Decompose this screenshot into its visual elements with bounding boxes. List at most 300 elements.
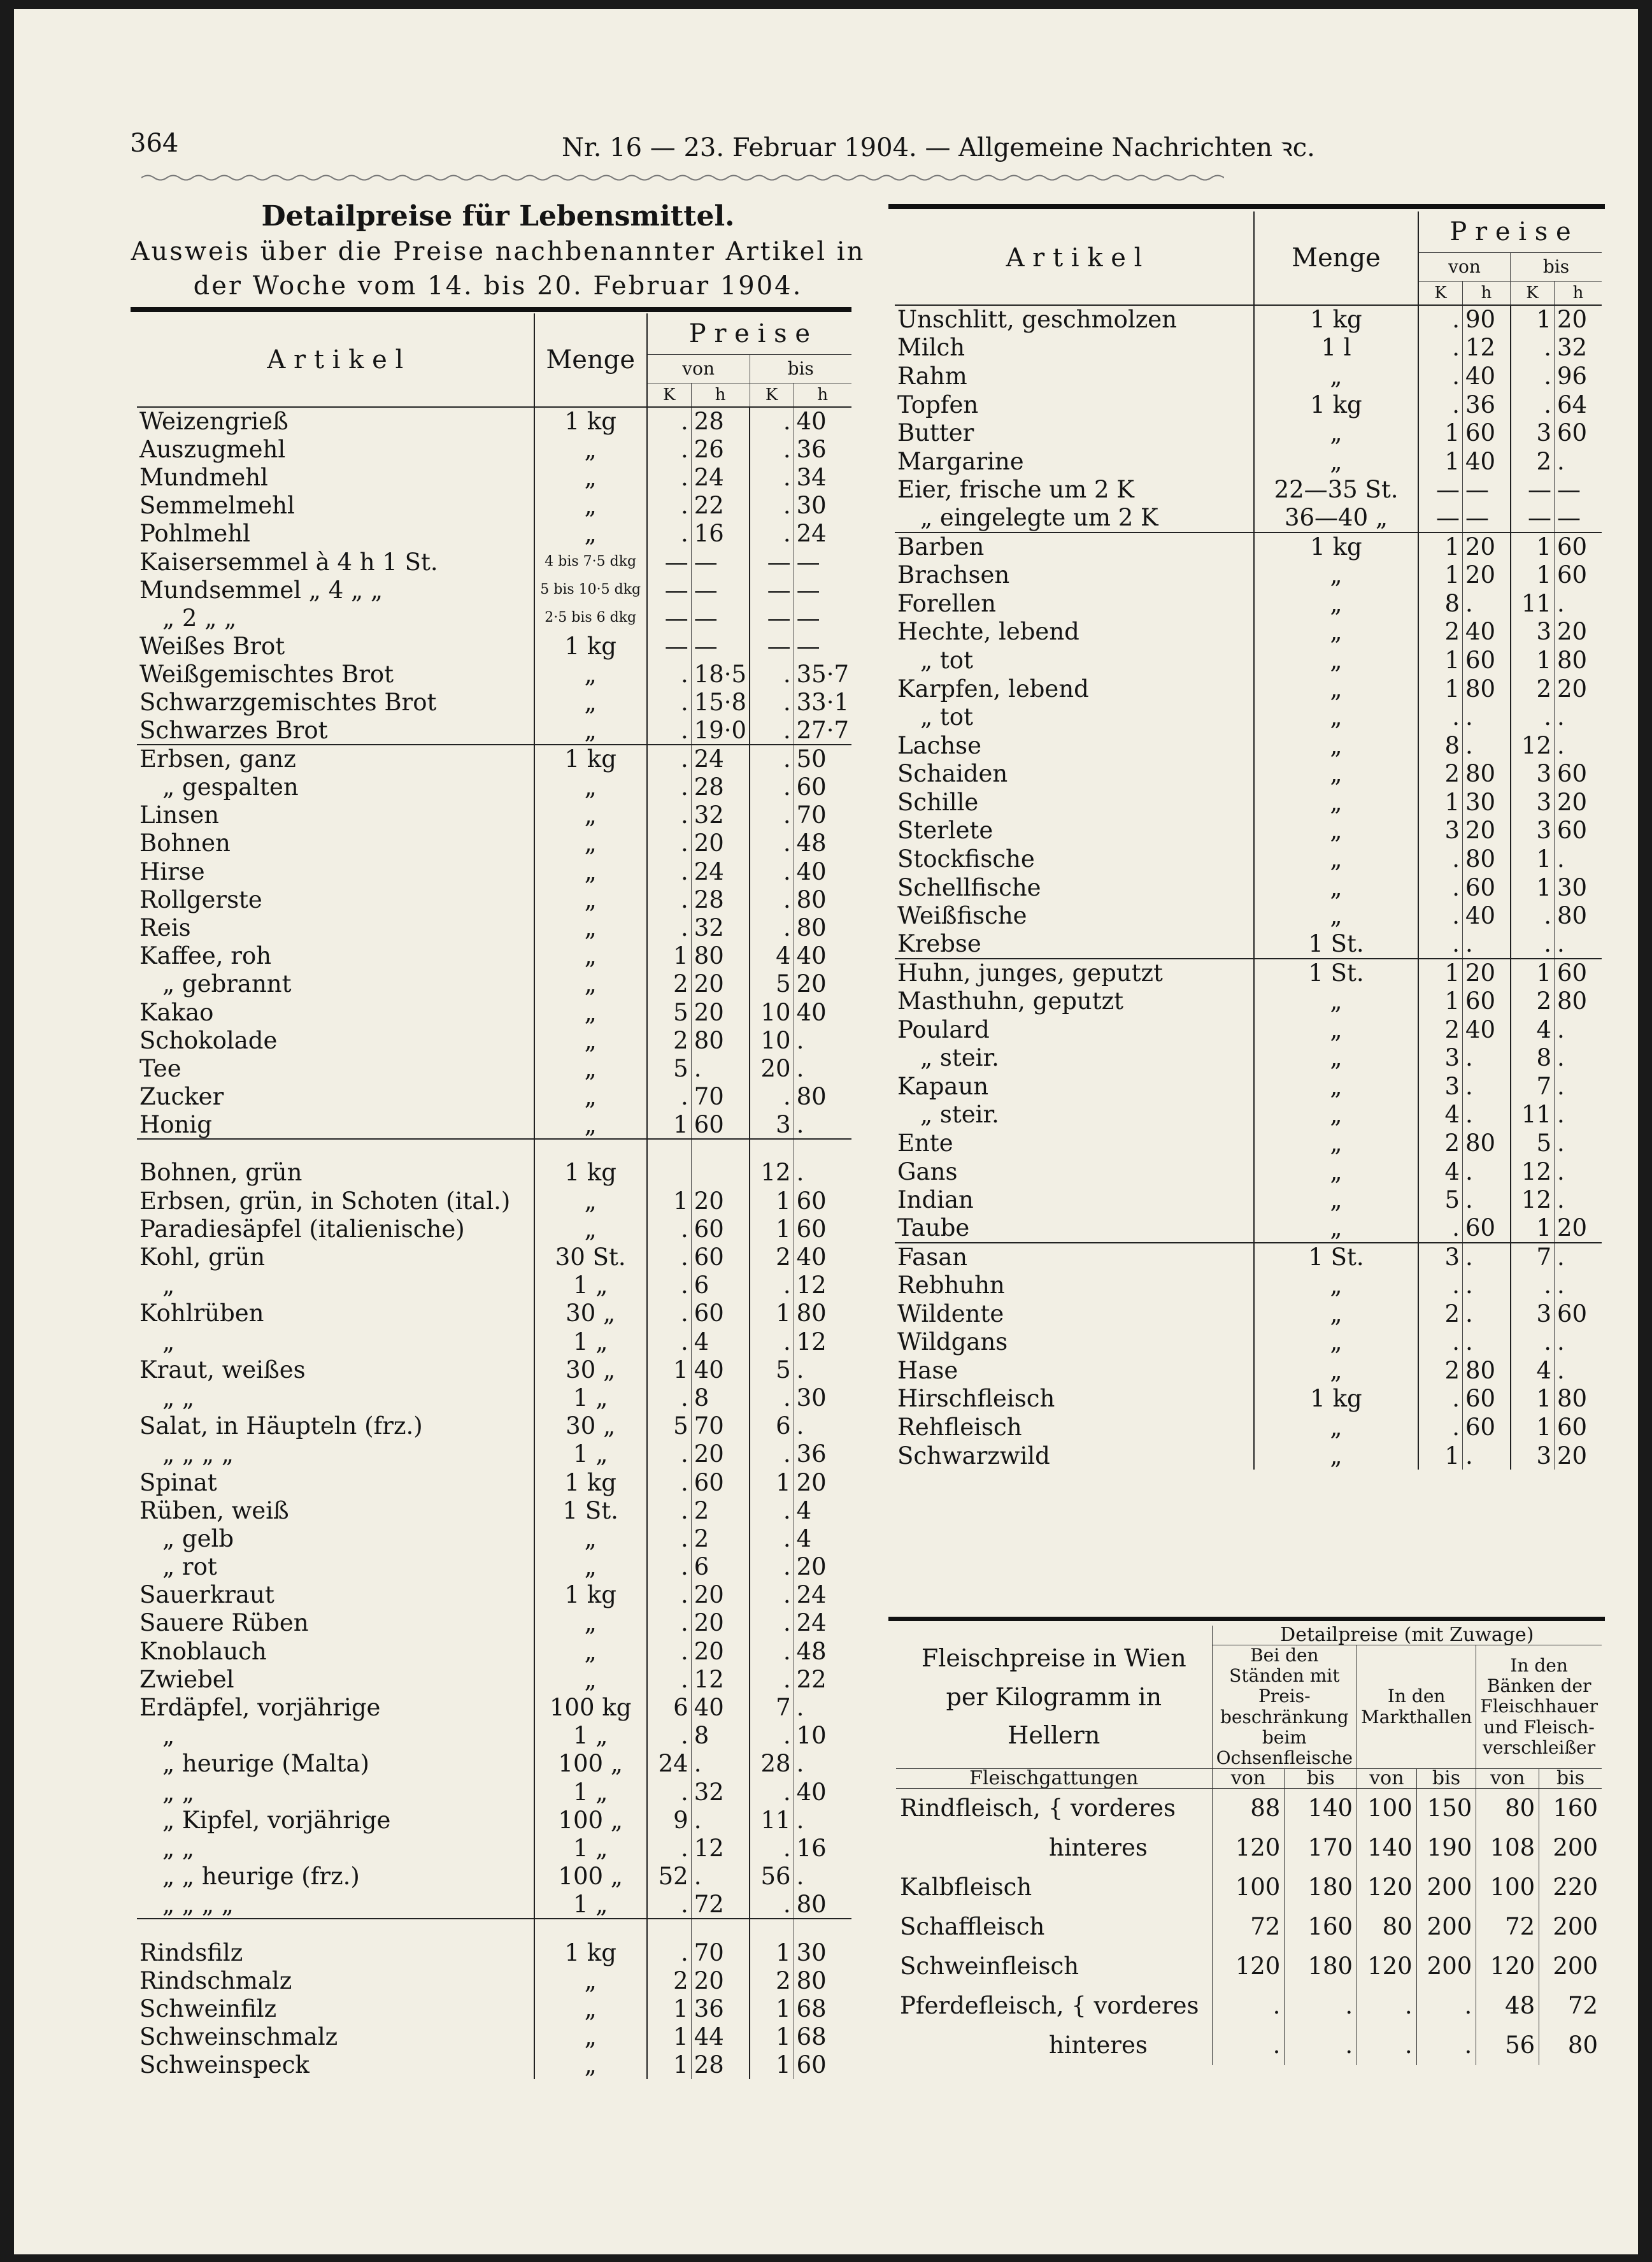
table-row: [895, 1015, 1602, 1044]
artikel-cell: Sauere Rüben: [139, 1609, 309, 1637]
table-row: [137, 1778, 851, 1806]
bis-h-cell: .: [1555, 1129, 1602, 1157]
artikel-cell: Bohnen: [139, 829, 231, 857]
table-row: [137, 998, 851, 1026]
artikel-cell: Kapaun: [897, 1072, 989, 1100]
artikel-cell: Rahm: [897, 362, 967, 390]
price-cell: 80: [1357, 1907, 1417, 1947]
von-k-cell: 1: [647, 2051, 692, 2079]
price-cell: 120: [1357, 1868, 1417, 1907]
menge-cell: „: [1254, 845, 1418, 873]
von-k-cell: 24: [647, 1750, 692, 1778]
bis-k-cell: .: [1511, 930, 1555, 959]
bis-h-cell: 20: [794, 1553, 851, 1581]
menge-cell: 1 kg: [534, 407, 647, 435]
von-k-cell: 1: [1418, 561, 1463, 589]
von-h-cell: —: [691, 604, 750, 632]
von-k-cell: .: [647, 1328, 692, 1356]
bis-k-cell: .: [750, 829, 794, 857]
bis-k-cell: 56: [750, 1863, 794, 1891]
artikel-cell: „ steir.: [920, 1101, 999, 1129]
menge-cell: „: [534, 1966, 647, 1994]
bis-h-cell: 40: [794, 1778, 851, 1806]
von-h-cell: 2: [691, 1524, 750, 1552]
von-k-cell: 3: [1418, 1243, 1463, 1271]
von-k-cell: .: [647, 407, 692, 435]
bis-k-cell: .: [750, 1440, 794, 1468]
table-row: [137, 1863, 851, 1891]
price-cell: 140: [1357, 1828, 1417, 1868]
von-h-cell: 30: [1463, 788, 1511, 817]
von-k-cell: .: [647, 1722, 692, 1750]
von-k-cell: .: [647, 1834, 692, 1862]
menge-cell: „: [1254, 1413, 1418, 1442]
table-row: [895, 447, 1602, 476]
group-preisbeschraenkung: Bei den Ständen mit Preis-beschränkung beim Ochsenfleische: [1212, 1645, 1357, 1769]
bis-h-cell: .: [1555, 1101, 1602, 1129]
von-h-cell: 20: [691, 1609, 750, 1637]
von-h-cell: 20: [691, 1187, 750, 1215]
bis-h-cell: 80: [1555, 901, 1602, 930]
artikel-cell: Honig: [139, 1110, 212, 1138]
bis-h-cell: —: [794, 548, 851, 576]
menge-cell: „: [1254, 1101, 1418, 1129]
menge-cell: 1 „: [534, 1722, 647, 1750]
table-row: [137, 1750, 851, 1778]
bis-h-cell: —: [794, 576, 851, 604]
artikel-cell: Semmelmehl: [139, 492, 295, 520]
von-h-cell: 24: [691, 463, 750, 491]
menge-cell: „: [1254, 675, 1418, 703]
artikel-cell: „: [162, 1271, 175, 1299]
table-row: [137, 1412, 851, 1440]
bis-k-cell: 4: [1511, 1015, 1555, 1044]
table-row: [137, 1111, 851, 1139]
bis-k-cell: .: [750, 1496, 794, 1524]
col-h: h: [1555, 282, 1602, 306]
artikel-cell: „ „: [162, 1384, 195, 1412]
bis-h-cell: .: [1555, 1328, 1602, 1356]
menge-cell: „: [1254, 817, 1418, 845]
artikel-cell: Barben: [895, 533, 1254, 561]
bis-h-cell: .: [794, 1356, 851, 1384]
table-row: [137, 885, 851, 913]
table-row: [895, 987, 1602, 1015]
von-h-cell: 72: [691, 1891, 750, 1919]
bis-k-cell: 1: [750, 2051, 794, 2079]
bis-h-cell: 24: [794, 520, 851, 548]
bis-h-cell: 60: [1555, 959, 1602, 987]
bis-h-cell: .: [1555, 930, 1602, 959]
artikel-cell: Hase: [897, 1356, 958, 1384]
von-k-cell: 3: [1418, 1043, 1463, 1072]
bis-k-cell: .: [750, 885, 794, 913]
bis-k-cell: .: [750, 1384, 794, 1412]
bis-h-cell: 30: [1555, 873, 1602, 902]
bis-k-cell: 6: [750, 1412, 794, 1440]
von-k-cell: .: [647, 1243, 692, 1271]
bis-h-cell: 30: [794, 492, 851, 520]
table-row: [137, 1215, 851, 1243]
price-cell: 80: [1539, 2026, 1602, 2065]
von-k-cell: —: [647, 548, 692, 576]
bis-h-cell: .: [1555, 1356, 1602, 1385]
bis-k-cell: 4: [1511, 1356, 1555, 1385]
menge-cell: „: [1254, 589, 1418, 618]
right-top-rule: [888, 204, 1605, 209]
price-cell: 200: [1416, 1907, 1476, 1947]
table-row: [137, 1054, 851, 1082]
table-row: [895, 1214, 1602, 1243]
bis-k-cell: 7: [1511, 1072, 1555, 1101]
bis-k-cell: 3: [750, 1111, 794, 1139]
bis-h-cell: .: [1555, 1185, 1602, 1214]
bis-h-cell: .: [1555, 1157, 1602, 1186]
von-h-cell: .: [1463, 1185, 1511, 1214]
bis-k-cell: .: [1511, 390, 1555, 419]
price-cell: 120: [1212, 1947, 1285, 1986]
menge-cell: 1 St.: [1254, 959, 1418, 987]
artikel-cell: Tee: [139, 1054, 182, 1082]
bis-k-cell: —: [750, 633, 794, 661]
menge-cell: 100 „: [534, 1863, 647, 1891]
bis-h-cell: 48: [794, 1637, 851, 1665]
bis-k-cell: .: [750, 1581, 794, 1609]
von-k-cell: .: [1418, 901, 1463, 930]
bis-h-cell: 40: [794, 942, 851, 970]
von-k-cell: 4: [1418, 1157, 1463, 1186]
von-k-cell: 8: [1418, 589, 1463, 618]
artikel-cell: Masthuhn, geputzt: [897, 987, 1123, 1015]
fleisch-rule: [888, 1617, 1605, 1621]
bis-h-cell: 12: [794, 1271, 851, 1299]
table-row: [895, 1442, 1602, 1470]
bis-k-cell: 1: [1511, 1413, 1555, 1442]
von-k-cell: 1: [647, 1111, 692, 1139]
menge-cell: „: [534, 885, 647, 913]
bis-h-cell: .: [1555, 1072, 1602, 1101]
menge-cell: 1 St.: [1254, 930, 1418, 959]
col-menge: Menge: [1254, 211, 1418, 305]
menge-cell: 1 „: [534, 1891, 647, 1919]
table-row: [895, 788, 1602, 817]
menge-cell: 30 „: [534, 1412, 647, 1440]
price-cell: 180: [1285, 1868, 1357, 1907]
col-bis: bis: [1539, 1769, 1602, 1789]
artikel-cell: „ „ „ „: [162, 1440, 234, 1468]
von-k-cell: 1: [647, 942, 692, 970]
von-k-cell: [647, 1159, 692, 1187]
von-h-cell: 8: [691, 1722, 750, 1750]
bis-k-cell: 3: [1511, 618, 1555, 647]
table-row: [137, 857, 851, 885]
von-h-cell: —: [691, 576, 750, 604]
artikel-cell: Taube: [897, 1214, 970, 1242]
price-cell: .: [1416, 1986, 1476, 2026]
artikel-cell: Salat, in Häupteln (frz.): [139, 1412, 423, 1440]
von-h-cell: 36: [691, 1994, 750, 2022]
page: [14, 9, 1638, 2254]
bis-k-cell: 2: [1511, 675, 1555, 703]
bis-h-cell: .: [1555, 703, 1602, 731]
von-h-cell: 80: [1463, 845, 1511, 873]
menge-cell: „: [534, 2051, 647, 2079]
von-h-cell: 20: [1463, 561, 1511, 589]
bis-h-cell: 80: [1555, 646, 1602, 675]
table-row: [895, 930, 1602, 959]
gattung-cell: Schaffleisch: [900, 1913, 1045, 1941]
bis-k-cell: 1: [1511, 845, 1555, 873]
price-cell: 72: [1539, 1986, 1602, 2026]
table-row: [895, 1043, 1602, 1072]
bis-k-cell: —: [1511, 504, 1555, 533]
table-row: [137, 1026, 851, 1054]
von-k-cell: 3: [1418, 817, 1463, 845]
table-row: [137, 1384, 851, 1412]
bis-k-cell: 1: [1511, 305, 1555, 334]
menge-cell: „: [534, 1994, 647, 2022]
von-h-cell: 40: [1463, 618, 1511, 647]
artikel-cell: „ 2 „ „: [162, 604, 237, 632]
artikel-cell: Rindsfilz: [139, 1938, 243, 1966]
von-h-cell: 8: [691, 1384, 750, 1412]
bis-h-cell: —: [1555, 476, 1602, 505]
menge-cell: 100 „: [534, 1806, 647, 1834]
menge-cell: „: [534, 1083, 647, 1111]
von-k-cell: .: [647, 1384, 692, 1412]
table-row: [895, 1385, 1602, 1414]
gattung-cell: hinteres: [1049, 2031, 1148, 2059]
von-k-cell: .: [647, 1938, 692, 1966]
bis-h-cell: 60: [794, 2051, 851, 2079]
bis-h-cell: —: [1555, 504, 1602, 533]
artikel-cell: „ „ heurige (frz.): [162, 1863, 360, 1891]
von-h-cell: 60: [1463, 1413, 1511, 1442]
bis-k-cell: 1: [1511, 1385, 1555, 1414]
bis-k-cell: —: [1511, 476, 1555, 505]
von-k-cell: .: [1418, 390, 1463, 419]
artikel-cell: Schwarzgemischtes Brot: [139, 689, 437, 717]
von-k-cell: .: [647, 1609, 692, 1637]
bis-k-cell: .: [750, 857, 794, 885]
von-h-cell: .: [1463, 1101, 1511, 1129]
table-row: [137, 604, 851, 632]
von-k-cell: .: [647, 885, 692, 913]
bis-k-cell: .: [750, 435, 794, 463]
artikel-cell: Rollgerste: [139, 885, 262, 913]
bis-k-cell: 5: [750, 1356, 794, 1384]
table-row: [895, 1129, 1602, 1157]
menge-cell: „: [534, 2023, 647, 2051]
menge-cell: 22—35 St.: [1254, 476, 1418, 505]
von-h-cell: .: [1463, 589, 1511, 618]
price-cell: 120: [1212, 1828, 1285, 1868]
col-bis: bis: [1285, 1769, 1357, 1789]
price-cell: 120: [1476, 1947, 1539, 1986]
bis-k-cell: 7: [750, 1693, 794, 1721]
table-row: [137, 1328, 851, 1356]
table-row: [137, 1966, 851, 1994]
bis-k-cell: 1: [750, 1468, 794, 1496]
von-h-cell: 60: [1463, 987, 1511, 1015]
table-row: [895, 1101, 1602, 1129]
col-artikel: A r t i k e l: [267, 345, 404, 375]
artikel-cell: Ente: [897, 1129, 953, 1157]
price-cell: 170: [1285, 1828, 1357, 1868]
table-row: [895, 959, 1602, 987]
price-cell: 160: [1285, 1907, 1357, 1947]
bis-h-cell: .: [794, 1054, 851, 1082]
left-price-table: [137, 313, 851, 2079]
artikel-cell: Schweinschmalz: [139, 2023, 338, 2051]
table-row: [895, 1185, 1602, 1214]
table-row: [895, 1271, 1602, 1299]
bis-h-cell: 20: [794, 1468, 851, 1496]
bis-h-cell: 60: [794, 1215, 851, 1243]
von-h-cell: 2: [691, 1496, 750, 1524]
von-k-cell: —: [1418, 476, 1463, 505]
artikel-cell: Erbsen, ganz: [137, 745, 534, 773]
bis-h-cell: 4: [794, 1496, 851, 1524]
menge-cell: „: [1254, 646, 1418, 675]
bis-h-cell: 48: [794, 829, 851, 857]
menge-cell: „: [534, 1187, 647, 1215]
von-h-cell: 80: [691, 942, 750, 970]
price-cell: 220: [1539, 1868, 1602, 1907]
table-row: [895, 504, 1602, 533]
bis-h-cell: 16: [794, 1834, 851, 1862]
table-row: [895, 390, 1602, 419]
von-k-cell: —: [647, 633, 692, 661]
bis-h-cell: 30: [794, 1938, 851, 1966]
left_groups-table: [137, 313, 851, 2079]
von-h-cell: 28: [691, 885, 750, 913]
col-menge: Menge: [534, 313, 647, 407]
von-k-cell: 6: [647, 1693, 692, 1721]
bis-h-cell: 80: [794, 913, 851, 941]
table-row: [137, 1243, 851, 1271]
von-h-cell: 6: [691, 1553, 750, 1581]
bis-h-cell: .: [794, 1026, 851, 1054]
title-line-1: Ausweis über die Preise nachbenannter Artikel in: [131, 237, 865, 266]
von-h-cell: 36: [1463, 390, 1511, 419]
bis-k-cell: 7: [1511, 1243, 1555, 1271]
artikel-cell: Mundmehl: [139, 463, 268, 491]
von-h-cell: 40: [1463, 362, 1511, 390]
menge-cell: 1 „: [534, 1834, 647, 1862]
bis-k-cell: 1: [1511, 959, 1555, 987]
document-title: Detailpreise für Lebensmittel.: [261, 200, 735, 233]
bis-k-cell: .: [1511, 334, 1555, 362]
menge-cell: 1 l: [1254, 334, 1418, 362]
price-cell: 200: [1539, 1907, 1602, 1947]
bis-k-cell: 12: [1511, 1185, 1555, 1214]
menge-cell: „: [1254, 1129, 1418, 1157]
artikel-cell: Unschlitt, geschmolzen: [895, 305, 1254, 334]
von-k-cell: .: [647, 829, 692, 857]
menge-cell: „: [1254, 1157, 1418, 1186]
menge-cell: „: [534, 1637, 647, 1665]
von-k-cell: .: [1418, 334, 1463, 362]
artikel-cell: Brachsen: [897, 561, 1010, 589]
table-row: [137, 633, 851, 661]
table-row: [895, 362, 1602, 390]
bis-h-cell: 80: [794, 1299, 851, 1328]
col-h: h: [691, 383, 750, 408]
von-k-cell: 1: [1418, 419, 1463, 447]
bis-k-cell: .: [750, 1778, 794, 1806]
menge-cell: 1 kg: [534, 1159, 647, 1187]
von-h-cell: 12: [691, 1665, 750, 1693]
table-row: [896, 1868, 1602, 1907]
price-cell: .: [1285, 2026, 1357, 2065]
artikel-cell: „ „: [162, 1834, 195, 1862]
bis-h-cell: 34: [794, 463, 851, 491]
artikel-cell: Forellen: [897, 589, 996, 617]
artikel-cell: Zucker: [139, 1083, 224, 1111]
bis-k-cell: 1: [1511, 533, 1555, 561]
bis-h-cell: 20: [1555, 618, 1602, 647]
table-row: [895, 334, 1602, 362]
von-k-cell: .: [647, 1665, 692, 1693]
menge-cell: „: [1254, 1356, 1418, 1385]
von-k-cell: .: [647, 773, 692, 801]
von-h-cell: 70: [691, 1083, 750, 1111]
price-cell: 48: [1476, 1986, 1539, 2026]
bis-k-cell: 4: [750, 942, 794, 970]
von-k-cell: .: [647, 492, 692, 520]
menge-cell: 2·5 bis 6 dkg: [534, 604, 647, 632]
menge-cell: „: [534, 801, 647, 829]
von-k-cell: .: [647, 1581, 692, 1609]
von-h-cell: 80: [691, 1026, 750, 1054]
bis-h-cell: .: [794, 1111, 851, 1139]
von-k-cell: .: [647, 661, 692, 689]
von-h-cell: 90: [1463, 305, 1511, 334]
artikel-cell: „ gelb: [162, 1524, 234, 1552]
artikel-cell: „ „ „ „: [162, 1890, 234, 1918]
artikel-cell: „ Kipfel, vorjährige: [162, 1806, 391, 1834]
artikel-cell: Knoblauch: [139, 1637, 267, 1665]
artikel-cell: Schokolade: [139, 1026, 278, 1054]
menge-cell: 1 „: [534, 1440, 647, 1468]
bis-k-cell: .: [750, 773, 794, 801]
bis-k-cell: 1: [750, 1994, 794, 2022]
bis-h-cell: 80: [1555, 1385, 1602, 1414]
bis-k-cell: 1: [750, 1299, 794, 1328]
artikel-cell: Wildgans: [897, 1328, 1008, 1356]
menge-cell: 1 kg: [534, 633, 647, 661]
artikel-cell: Bohnen, grün: [139, 1159, 303, 1187]
bis-k-cell: —: [750, 548, 794, 576]
von-k-cell: 2: [647, 1966, 692, 1994]
table-row: [137, 1938, 851, 1966]
von-k-cell: 1: [647, 1994, 692, 2022]
bis-h-cell: 40: [794, 1243, 851, 1271]
von-k-cell: 8: [1418, 731, 1463, 760]
bis-k-cell: .: [750, 520, 794, 548]
table-row: [137, 2023, 851, 2051]
von-h-cell: 80: [1463, 760, 1511, 789]
price-cell: .: [1212, 2026, 1285, 2065]
von-k-cell: 2: [1418, 1299, 1463, 1328]
von-h-cell: 20: [691, 1637, 750, 1665]
table-row: [137, 1637, 851, 1665]
table-row: [137, 1722, 851, 1750]
table-row: [137, 1496, 851, 1524]
artikel-cell: „ gebrannt: [162, 970, 292, 998]
bis-k-cell: .: [750, 492, 794, 520]
